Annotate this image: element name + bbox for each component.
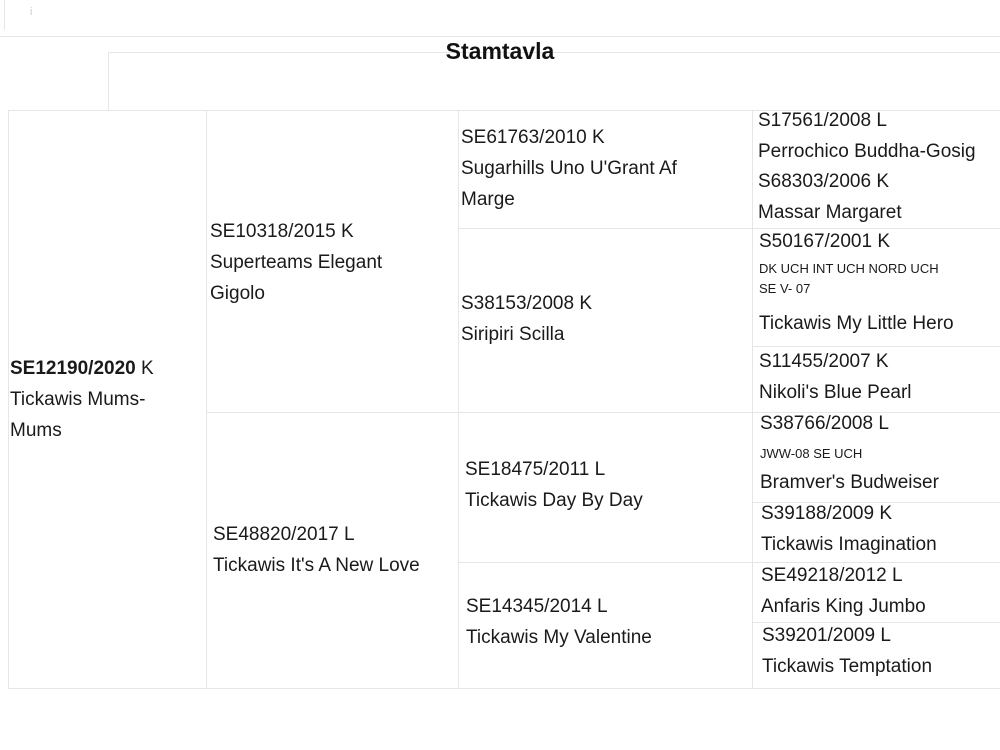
gen4-name: Nikoli's Blue Pearl (759, 382, 912, 403)
subject-reg (10, 353, 200, 384)
sire-cell (210, 216, 420, 309)
grid-bottom (8, 688, 1000, 689)
grid-col-2 (458, 110, 459, 688)
sire-name: Superteams Elegant Gigolo (210, 252, 383, 304)
dam-reg: SE48820/2017 L (213, 524, 355, 545)
dam-sire-reg: SE18475/2011 L (465, 459, 606, 480)
gen4-name: Tickawis Temptation (762, 656, 933, 677)
sire-dam-reg: S38153/2008 K (461, 293, 593, 314)
dam-name: Tickawis It's A New Love (213, 555, 420, 576)
gen4-reg: S68303/2006 K (758, 171, 890, 192)
gen4-cell-1 (758, 105, 976, 167)
page-title: Stamtavla (445, 38, 555, 64)
gen4-titles: DK UCH INT UCH NORD UCH (759, 261, 939, 276)
sire-dam-cell (461, 288, 731, 350)
gen4-reg: S38766/2008 L (760, 413, 889, 434)
dam-sire-cell (465, 454, 735, 516)
gen4-reg: S17561/2008 L (758, 110, 887, 131)
subject-sex: K (141, 358, 154, 379)
gen4-cell-4 (759, 346, 912, 408)
gen4-cell-5 (760, 408, 939, 498)
scan-line (4, 0, 5, 30)
gen4-name: Massar Margaret (758, 202, 902, 223)
subject-reg-no: SE12190/2020 (10, 358, 136, 379)
dam-dam-reg: SE14345/2014 L (466, 596, 608, 617)
gen4-reg: S11455/2007 K (759, 351, 889, 372)
gen4-reg: S39188/2009 K (761, 503, 893, 524)
gen4-name: Bramver's Budweiser (760, 472, 939, 493)
gen4-name: Perrochico Buddha-Gosig (758, 141, 976, 162)
gen4-cell-6 (761, 498, 937, 560)
scan-line (0, 36, 1000, 37)
sire-reg: SE10318/2015 K (210, 221, 354, 242)
subject-cell (10, 353, 200, 446)
dam-cell (213, 519, 453, 581)
grid-col-3 (752, 110, 753, 688)
gen4-reg: S39201/2009 L (762, 625, 891, 646)
gen4-cell-7 (761, 560, 926, 622)
gen4-reg: SE49218/2012 L (761, 565, 903, 586)
dam-sire-name: Tickawis Day By Day (465, 490, 643, 511)
sire-sire-name: Sugarhills Uno U'Grant Af Marge (461, 158, 677, 210)
subject-name: Tickawis Mums-Mums (10, 389, 146, 441)
corner-mark: i (30, 6, 33, 18)
grid-left (8, 110, 9, 688)
sire-sire-cell (461, 122, 731, 215)
sire-dam-name: Siripiri Scilla (461, 324, 565, 345)
grid-col-1 (206, 110, 207, 688)
gen4-titles: SE V- 07 (759, 281, 811, 296)
gen4-titles: JWW-08 SE UCH (760, 446, 863, 461)
sire-sire-reg: SE61763/2010 K (461, 127, 605, 148)
gen4-name: Anfaris King Jumbo (761, 596, 926, 617)
gen4-cell-3 (759, 226, 954, 339)
gen4-cell-8 (762, 620, 932, 682)
gen4-reg: S50167/2001 K (759, 231, 891, 252)
gen4-cell-2 (758, 166, 902, 228)
gen4-name: Tickawis My Little Hero (759, 313, 954, 334)
gen4-name: Tickawis Imagination (761, 534, 937, 555)
dam-dam-name: Tickawis My Valentine (466, 627, 652, 648)
dam-dam-cell (466, 591, 736, 653)
